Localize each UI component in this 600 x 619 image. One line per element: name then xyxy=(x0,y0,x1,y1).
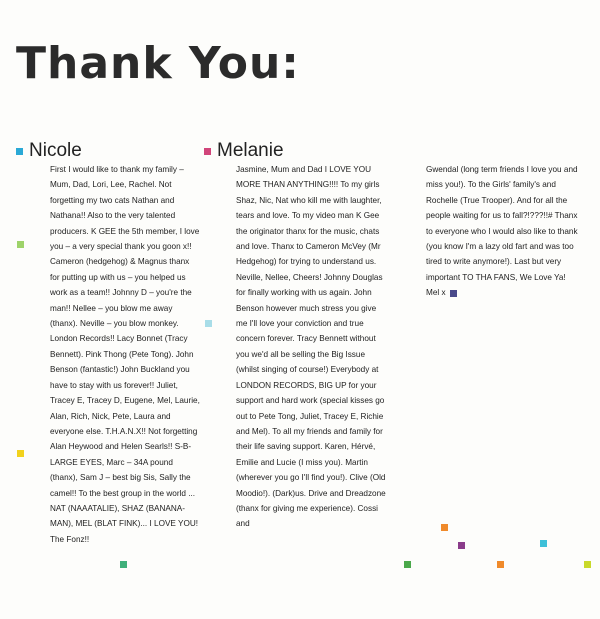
page-title: Thank You: xyxy=(16,38,300,89)
confetti-square-icon xyxy=(17,241,24,248)
section-name: Nicole xyxy=(29,140,82,161)
melanie-thanks-text: Jasmine, Mum and Dad I LOVE YOU MORE THAN ANYTHING!!!! To my girls Shaz, Nic, Nat who kill me with laughter, tears and love. To my video man K Gee the originator thanx for the music, chats and love. Thanx to Cameron McVey (Mr Hedgehog) for trying to understand us. Neville, Nellee, Cheers! Johnny Douglas for finally working with us again. John Benson however much stress you give me I'll love your conviction and true concern forever. Tracy Bennett without you we'd all be selling the Big Issue (whilst singing of course!) Everybody at LONDON RECORDS, BIG UP for your support and hard work (special kisses go out to Pete Tong, Juliet, Tracey E, Richie and Mel). To all my friends and family for their life saving support. Karen, Hérvé, Emilie and Lucie (I miss you). Martin (wherever you go I'll find you!). Clive (Old Moodio!). (Dark)us. Drive and Dreadzone (thanx for giving me experience). Cossi and xyxy=(236,165,386,529)
confetti-square-icon xyxy=(584,561,591,568)
bullet-square-icon xyxy=(204,148,211,155)
section-heading-nicole xyxy=(16,140,82,162)
confetti-square-icon xyxy=(458,542,465,549)
confetti-square-icon xyxy=(404,561,411,568)
melanie-thanks-text-continued xyxy=(426,162,578,301)
confetti-square-icon xyxy=(540,540,547,547)
melanie-continued-body: Gwendal (long term friends I love you and miss you!). To the Girls' family's and Rochelle (True Trooper). And for all the people waiting for us to fall?!???!!# Thanx to everyone who I would also like to thank (you know I'm a lazy old fart and was too tired to write anymore!). Last but very important TO THA FANS, We Love Ya! Mel x xyxy=(426,165,578,298)
confetti-square-icon xyxy=(120,561,127,568)
confetti-square-icon xyxy=(17,450,24,457)
confetti-square-icon xyxy=(205,320,212,327)
section-heading-melanie xyxy=(204,140,284,162)
confetti-square-icon xyxy=(441,524,448,531)
bullet-square-icon xyxy=(16,148,23,155)
nicole-thanks-text: First I would like to thank my family – Mum, Dad, Lori, Lee, Rachel. Not forgetting my two cats Nathan and Nathana!! Also to the very talented producers. K GEE the 5th member, I love you – a very special thank you goon x!! Cameron (hedgehog) & Magnus thanx for putting up with us – you helped us work as a team!! Johnny D – you're the man!! Nellee – you blow me away (thanx). Neville – you blow monkey. London Records!! Lacy Bonnet (Tracy Bennett). Pink Thong (Pete Tong). John Benson (fantastic!) John Buckland you have to stay with us forever!! Juliet, Tracey E, Tracey D, Eugene, Mel, Laurie, Alan, Rich, Nick, Pete, Laura and everyone else. T.H.A.N.X!! Not forgetting Alan Heywood and Helen Searls!! S-B-LARGE EYES, Marc – 34A pound (thanx), Sam J – best big Sis, Sally the camel!! To the best group in the world ... NAT (NAAATALIE), SHAZ (BANANA-MAN), MEL (BLAT FINK)... I LOVE YOU! The Fonz!! xyxy=(50,165,200,544)
confetti-square-icon xyxy=(497,561,504,568)
section-name: Melanie xyxy=(217,140,284,161)
confetti-square-icon xyxy=(450,290,457,297)
